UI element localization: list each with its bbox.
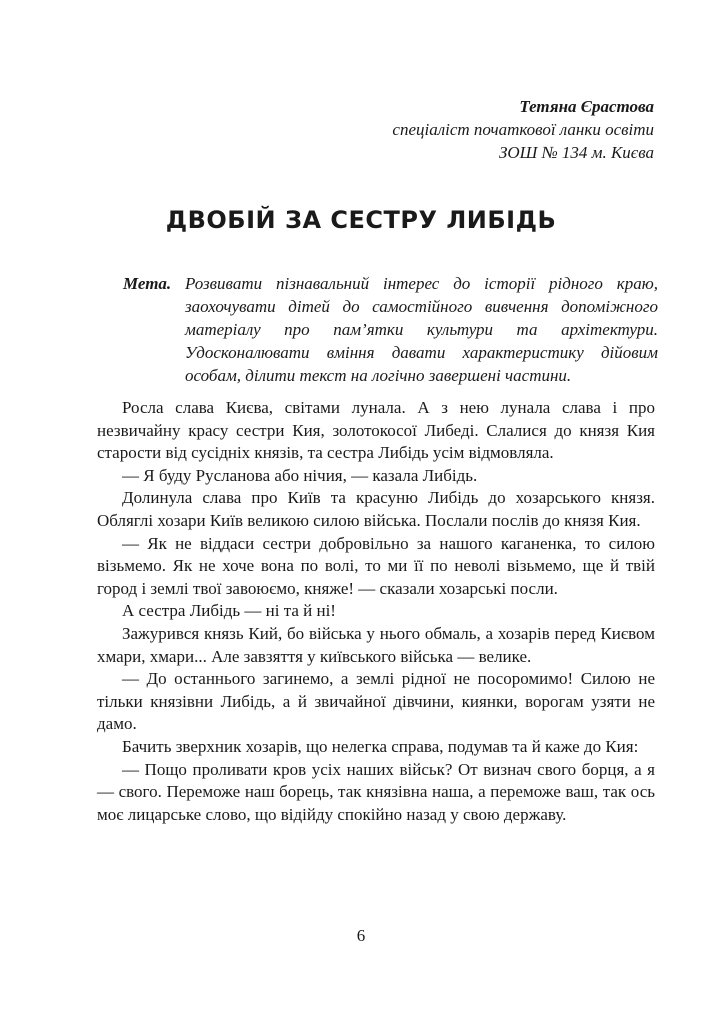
goal-text: Розвивати пізнавальний інтерес до історії рідного краю, заохочувати дітей до самостійного вивчення допоміжного матеріалу про пам’ятки культури та архітектури. Удосконалювати вміння давати характеристику дійовим особам, ділити текст на логічно завершені частини. [185,274,658,385]
story-paragraph: — Пощо проливати кров усіх наших військ? От визнач свого борця, а я — свого. Переможе наш борець, так князівна наша, а переможе ваш, так ось моє лицарське слово, що відійду спокійно назад у свою державу. [97,759,655,824]
goal-block [123,272,658,387]
goal-label: Мета. [123,274,172,293]
author-block [392,95,654,164]
story-paragraph: — До останнього загинемо, а землі рідної не посоромимо! Силою не тільки князівни Либідь, а й звичайної дівчини, киянки, ворогам узяти не дамо. [97,669,655,734]
story-paragraph: Бачить зверхник хозарів, що нелегка справа, подумав та й каже до Кия: [122,736,639,756]
author-name: Тетяна Єрастова [519,97,654,116]
story-paragraph: Росла слава Києва, світами лунала. А з нею лунала слава і про незвичайну красу сестри Кия, золотокосої Либеді. Слалися до князя Кия старости від сусідніх князів, та сестра Либідь усім відмовляла. [97,398,655,463]
author-position: спеціаліст початкової ланки освіти [392,120,654,139]
page-number: 6 [356,926,366,945]
story-paragraph: А сестра Либідь — ні та й ні! [122,601,336,621]
story-paragraph: — Я буду Русланова або нічия, — казала Либідь. [122,465,478,485]
story-paragraph: Зажурився князь Кий, бо війська у нього обмаль, а хозарів перед Києвом хмари, хмари... Але завзяття у київського війська — велике. [97,623,655,666]
story-text [97,397,655,826]
story-paragraph: — Як не віддаси сестри добровільно за нашого каганенка, то силою візьмемо. Як не хоче вона по волі, то ми її по неволі візьмемо, ще й твій город і землі твої завоюємо, княже! — сказали хозарські посли. [97,533,655,598]
page-title: ДВОБІЙ ЗА СЕСТРУ ЛИБІДЬ [165,206,557,234]
author-school: ЗОШ № 134 м. Києва [498,143,654,162]
story-paragraph: Долинула слава про Київ та красуню Либідь до хозарського князя. Обляглі хозари Київ великою силою війська. Послали послів до князя Кия. [97,488,655,530]
